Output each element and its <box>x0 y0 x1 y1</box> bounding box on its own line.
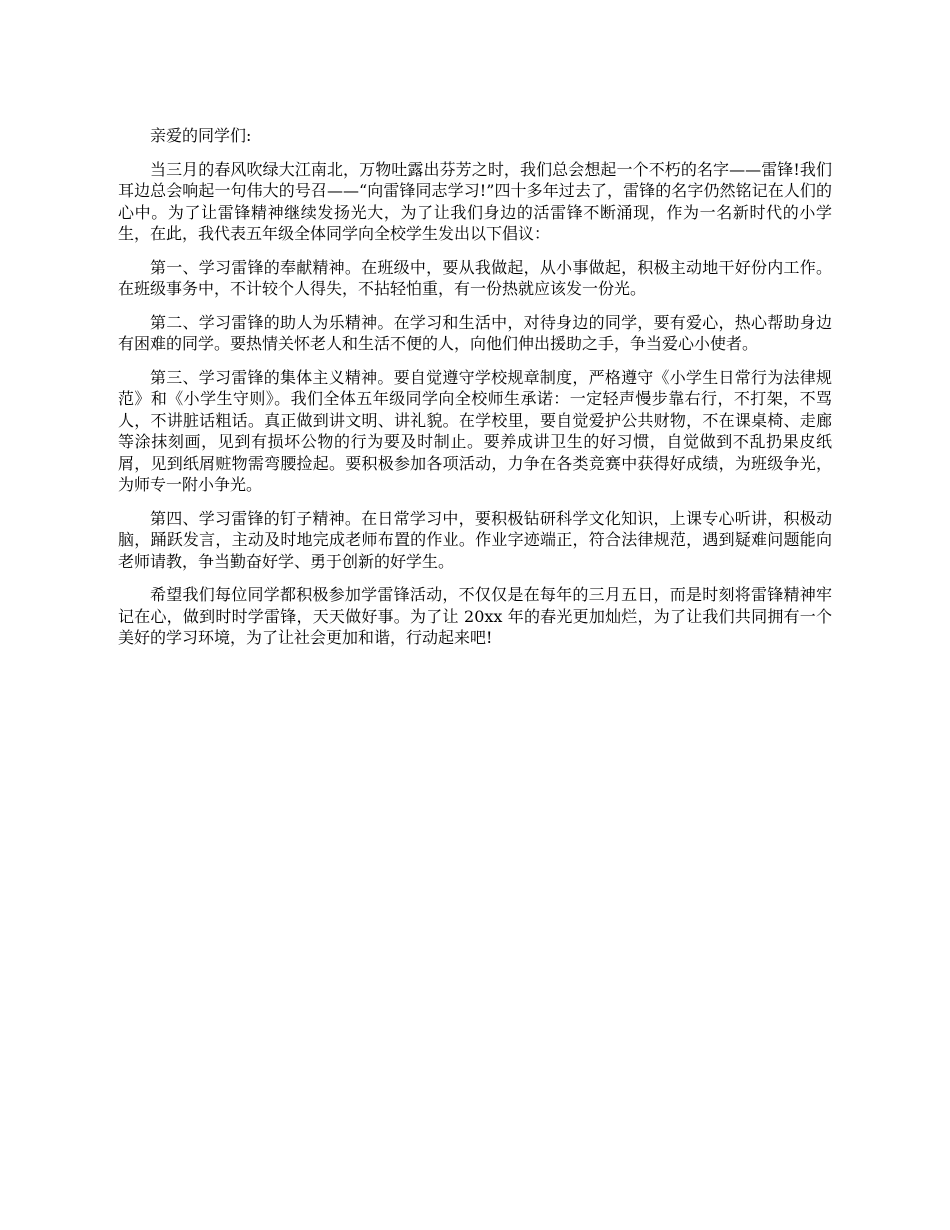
paragraph-fourth-proposal: 第四、学习雷锋的钉子精神。在日常学习中，要积极钻研科学文化知识，上课专心听讲，积极动脑，踊跃发言，主动及时地完成老师布置的作业。作业字迹端正，符合法律规范，遇到疑难问题能向老师请教，争当勤奋好学、勇于创新的好学生。 <box>118 508 832 571</box>
salutation: 亲爱的同学们: <box>150 126 252 145</box>
document-body <box>118 125 832 661</box>
paragraph-first-proposal: 第一、学习雷锋的奉献精神。在班级中，要从我做起，从小事做起，积极主动地干好份内工作。在班级事务中，不计较个人得失，不拈轻怕重，有一份热就应该发一份光。 <box>118 257 832 298</box>
paragraph-second-proposal: 第二、学习雷锋的助人为乐精神。在学习和生活中，对待身边的同学，要有爱心，热心帮助身边有困难的同学。要热情关怀老人和生活不便的人，向他们伸出援助之手，争当爱心小使者。 <box>118 312 832 353</box>
paragraph-closing: 希望我们每位同学都积极参加学雷锋活动，不仅仅是在每年的三月五日，而是时刻将雷锋精神牢记在心，做到时时学雷锋，天天做好事。为了让 20xx 年的春光更加灿烂，为了让我们共同拥有一个美好的学习环境，为了让社会更加和谐，行动起来吧! <box>118 585 832 647</box>
paragraph-third-proposal: 第三、学习雷锋的集体主义精神。要自觉遵守学校规章制度，严格遵守《小学生日常行为法律规范》和《小学生守则》。我们全体五年级同学向全校师生承诺：一定轻声慢步靠右行，不打架，不骂人，不讲脏话粗话。真正做到讲文明、讲礼貌。在学校里，要自觉爱护公共财物，不在课桌椅、走廊等涂抹刻画，见到有损坏公物的行为要及时制止。要养成讲卫生的好习惯，自觉做到不乱扔果皮纸屑，见到纸屑赃物需弯腰捡起。要积极参加各项活动，力争在各类竞赛中获得好成绩，为班级争光，为师专一附小争光。 <box>118 367 832 494</box>
paragraph-intro: 当三月的春风吹绿大江南北，万物吐露出芬芳之时，我们总会想起一个不朽的名字——雷锋!我们耳边总会响起一句伟大的号召——“向雷锋同志学习!”四十多年过去了，雷锋的名字仍然铭记在人们的心中。为了让雷锋精神继续发扬光大，为了让我们身边的活雷锋不断涌现，作为一名新时代的小学生，在此，我代表五年级全体同学向全校学生发出以下倡议： <box>118 159 832 243</box>
